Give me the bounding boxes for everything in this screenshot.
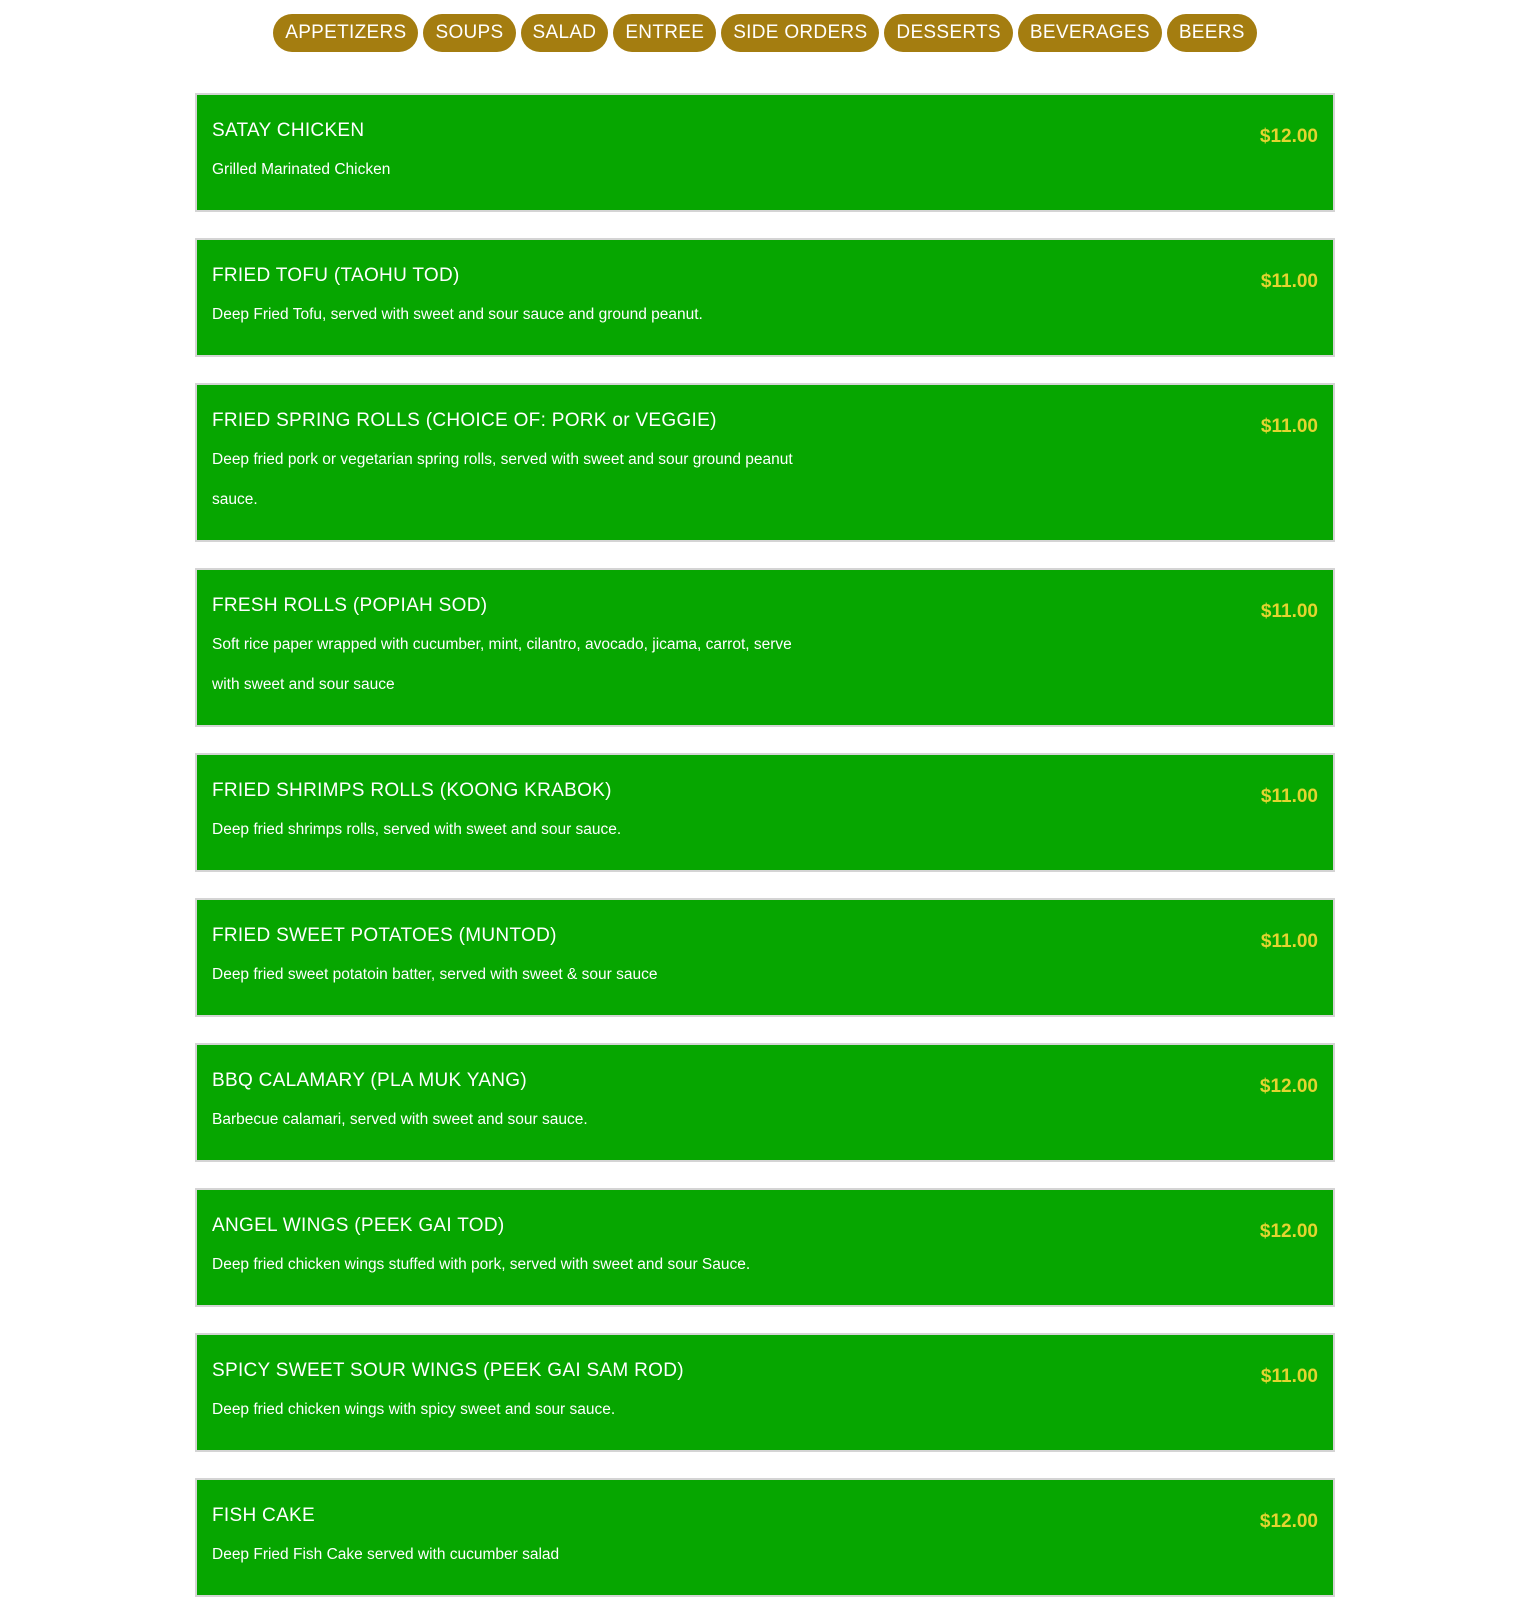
menu-item — [195, 1333, 1335, 1452]
tab-entree[interactable]: ENTREE — [613, 14, 716, 52]
item-price: $11.00 — [1260, 931, 1318, 952]
item-price: $11.00 — [1260, 416, 1318, 437]
item-name: FISH CAKE — [212, 1505, 315, 1526]
item-price: $11.00 — [1260, 786, 1318, 807]
item-name: ANGEL WINGS (PEEK GAI TOD) — [212, 1215, 505, 1236]
tab-side-orders[interactable]: SIDE ORDERS — [721, 14, 879, 52]
item-price: $11.00 — [1260, 1366, 1318, 1387]
menu-item — [195, 898, 1335, 1017]
menu-item — [195, 1188, 1335, 1307]
item-description: Deep fried pork or vegetarian spring rolls, served with sweet and sour ground peanut sauce. — [212, 451, 793, 508]
tab-salad[interactable]: SALAD — [521, 14, 609, 52]
tab-beers[interactable]: BEERS — [1167, 14, 1257, 52]
item-description: Deep fried chicken wings with spicy sweet and sour sauce. — [212, 1401, 616, 1418]
menu-item — [195, 568, 1335, 727]
item-description: Barbecue calamari, served with sweet and sour sauce. — [212, 1111, 588, 1128]
menu-item — [195, 383, 1335, 542]
item-name: FRIED TOFU (TAOHU TOD) — [212, 265, 460, 286]
item-name: FRIED SPRING ROLLS (CHOICE OF: PORK or VEGGIE) — [212, 410, 717, 431]
item-price: $12.00 — [1259, 126, 1318, 147]
item-name: BBQ CALAMARY (PLA MUK YANG) — [212, 1070, 528, 1091]
item-description: Deep fried sweet potatoin batter, served with sweet & sour sauce — [212, 966, 658, 983]
tab-appetizers[interactable]: APPETIZERS — [273, 14, 418, 52]
item-name: FRIED SHRIMPS ROLLS (KOONG KRABOK) — [212, 780, 612, 801]
menu-item — [195, 93, 1335, 212]
item-price: $11.00 — [1260, 601, 1318, 622]
item-description: Soft rice paper wrapped with cucumber, mint, cilantro, avocado, jicama, carrot, serve with sweet and sour sauce — [212, 636, 792, 693]
menu-list — [195, 93, 1335, 1623]
item-price: $12.00 — [1259, 1221, 1318, 1242]
item-description: Deep Fried Fish Cake served with cucumber salad — [212, 1546, 560, 1563]
item-description: Deep Fried Tofu, served with sweet and sour sauce and ground peanut. — [212, 306, 703, 323]
menu-item — [195, 1478, 1335, 1597]
menu-item — [195, 753, 1335, 872]
item-description: Grilled Marinated Chicken — [212, 161, 391, 178]
item-name: SATAY CHICKEN — [212, 120, 365, 141]
category-tabs — [0, 14, 1530, 52]
item-name: SPICY SWEET SOUR WINGS (PEEK GAI SAM ROD) — [212, 1360, 684, 1381]
item-description: Deep fried shrimps rolls, served with sweet and sour sauce. — [212, 821, 622, 838]
item-price: $12.00 — [1259, 1076, 1318, 1097]
tab-beverages[interactable]: BEVERAGES — [1018, 14, 1162, 52]
tab-desserts[interactable]: DESSERTS — [884, 14, 1012, 52]
item-price: $11.00 — [1260, 271, 1318, 292]
item-name: FRIED SWEET POTATOES (MUNTOD) — [212, 925, 557, 946]
tab-soups[interactable]: SOUPS — [423, 14, 515, 52]
item-name: FRESH ROLLS (POPIAH SOD) — [212, 595, 488, 616]
menu-item — [195, 1043, 1335, 1162]
menu-item — [195, 238, 1335, 357]
item-price: $12.00 — [1259, 1511, 1318, 1532]
item-description: Deep fried chicken wings stuffed with pork, served with sweet and sour Sauce. — [212, 1256, 751, 1273]
